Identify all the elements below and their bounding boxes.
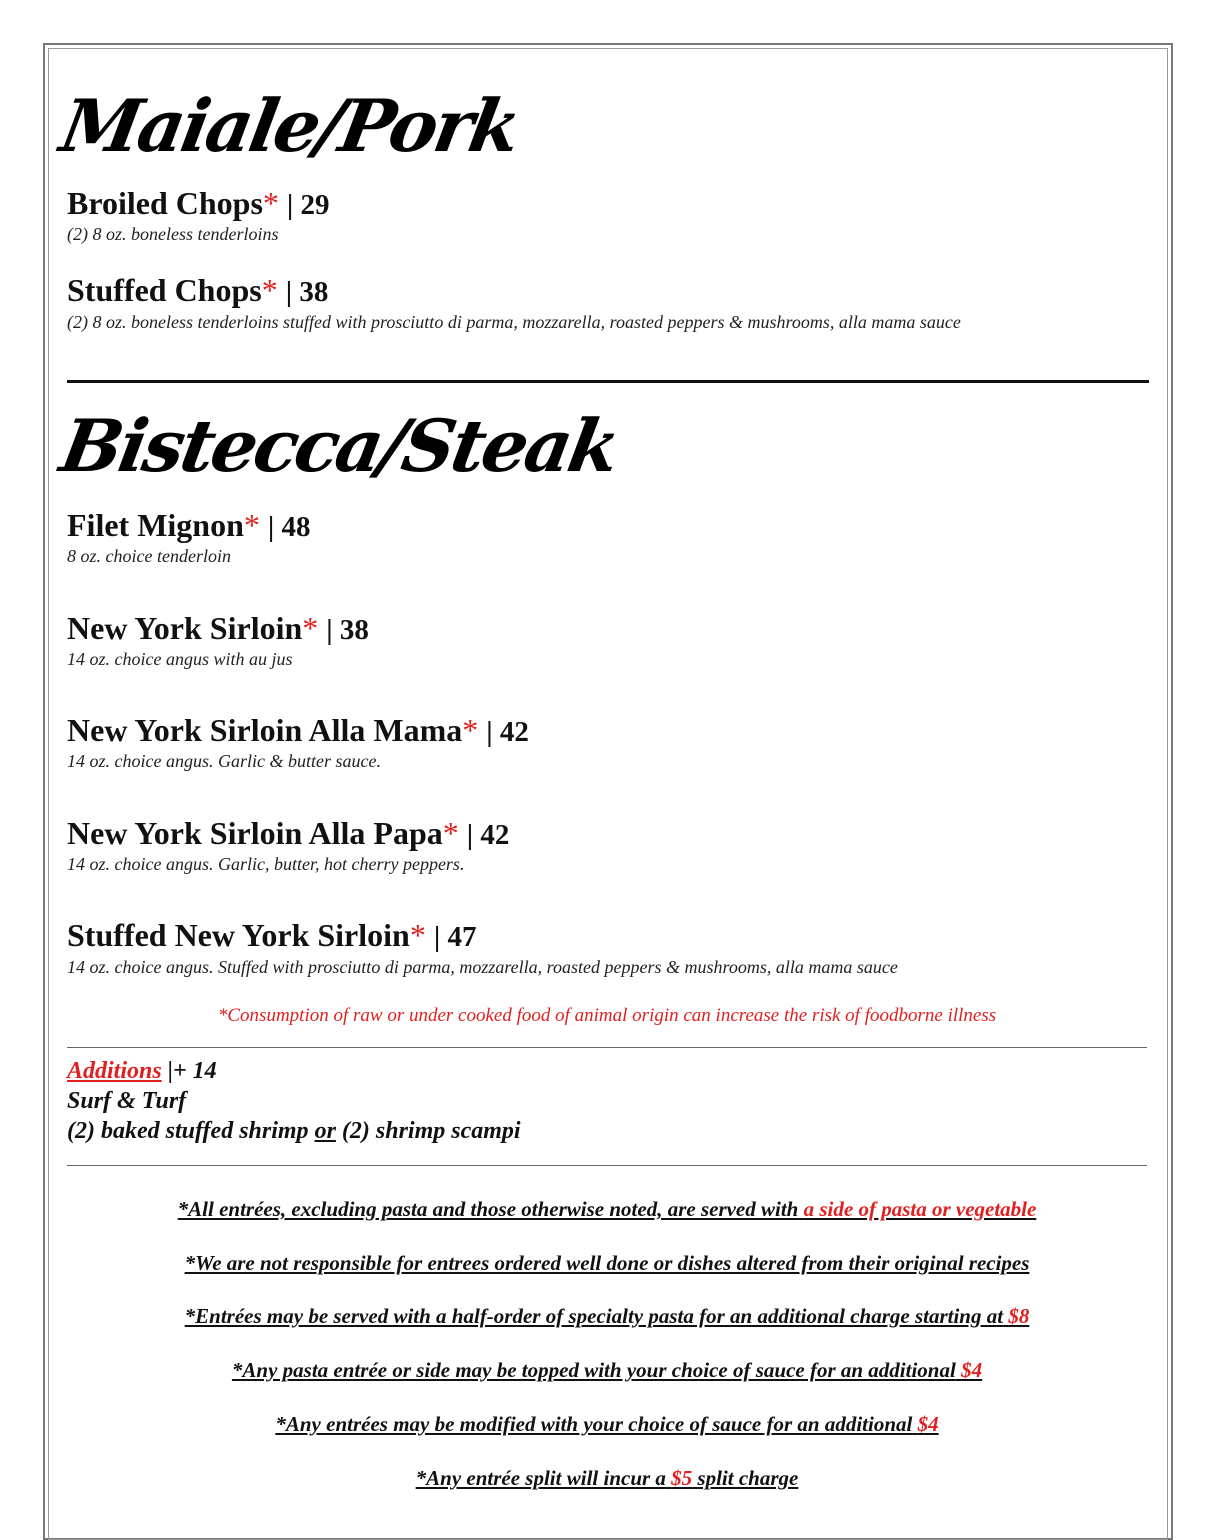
item-name: New York Sirloin Alla Mama: [67, 712, 463, 748]
item-description: 14 oz. choice angus. Garlic & butter sauce.: [67, 751, 381, 771]
note-price: $4: [917, 1412, 939, 1436]
note-well-done: [67, 1253, 1147, 1274]
item-price: | 48: [267, 511, 311, 543]
additions-link[interactable]: Additions: [67, 1058, 162, 1084]
menu-item-sirloin-alla-mama: [67, 714, 529, 747]
note-price: $8: [1008, 1304, 1030, 1328]
additions-header: [67, 1059, 217, 1083]
item-name: Broiled Chops: [67, 185, 263, 221]
note-text: *Any entrée split will incur a: [415, 1466, 666, 1490]
raw-warning-star: *: [302, 610, 319, 646]
additions-options: [67, 1119, 521, 1143]
menu-item-broiled-chops: [67, 187, 330, 220]
item-name: Filet Mignon: [67, 507, 244, 543]
note-split-charge: [67, 1468, 1147, 1489]
note-price: $5: [671, 1466, 693, 1490]
divider: [67, 1165, 1147, 1166]
menu-item-stuffed-chops: [67, 274, 328, 307]
item-description: (2) 8 oz. boneless tenderloins stuffed with prosciutto di parma, mozzarella, roasted peppers & mushrooms, alla mama sauce: [67, 312, 961, 332]
note-half-order-pasta: [67, 1306, 1147, 1327]
note-highlight: a side of pasta or vegetable: [803, 1197, 1037, 1221]
item-name: Stuffed Chops: [67, 272, 262, 308]
note-text: *Entrées may be served with a half-order of specialty pasta for an additional charge starting at: [184, 1304, 1004, 1328]
item-description: 14 oz. choice angus. Garlic, butter, hot cherry peppers.: [67, 854, 465, 874]
option-shrimp-scampi: (2) shrimp scampi: [341, 1118, 521, 1144]
note-text: split charge: [697, 1466, 799, 1490]
note-entree-sauce: [67, 1414, 1147, 1435]
note-text: *We are not responsible for entrees ordered well done or dishes altered from their original recipes: [184, 1251, 1030, 1275]
note-side-dish: [67, 1199, 1147, 1220]
item-name: Stuffed New York Sirloin: [67, 917, 410, 953]
raw-warning-star: *: [442, 815, 459, 851]
item-price: | 38: [285, 276, 329, 308]
item-price: | 38: [326, 614, 369, 646]
note-text: *Any entrées may be modified with your choice of sauce for an additional: [275, 1412, 913, 1436]
menu-item-new-york-sirloin: [67, 612, 369, 645]
raw-food-warning: *Consumption of raw or under cooked food of animal origin can increase the risk of foodborne illness: [217, 1005, 997, 1026]
raw-warning-star: *: [262, 185, 279, 221]
note-pasta-sauce: [67, 1360, 1147, 1381]
raw-warning-star: *: [261, 272, 278, 308]
item-name: New York Sirloin Alla Papa: [67, 815, 443, 851]
raw-warning-star: *: [409, 917, 426, 953]
item-description: 14 oz. choice angus. Stuffed with prosciutto di parma, mozzarella, roasted peppers & mushrooms, alla mama sauce: [67, 957, 898, 977]
menu-item-stuffed-new-york-sirloin: [67, 919, 476, 952]
option-stuffed-shrimp: (2) baked stuffed shrimp: [67, 1118, 309, 1144]
item-description: 14 oz. choice angus with au jus: [67, 649, 293, 669]
item-description: (2) 8 oz. boneless tenderloins: [67, 224, 279, 244]
note-price: $4: [961, 1358, 983, 1382]
section-divider: [67, 380, 1149, 383]
raw-warning-star: *: [462, 712, 479, 748]
note-text: *All entrées, excluding pasta and those otherwise noted, are served with: [177, 1197, 799, 1221]
note-text: *Any pasta entrée or side may be topped with your choice of sauce for an additional: [231, 1358, 956, 1382]
item-name: New York Sirloin: [67, 610, 303, 646]
additions-price: |+ 14: [167, 1058, 217, 1084]
section-title-pork: Maiale/Pork: [54, 83, 525, 168]
additions-surf-turf: Surf & Turf: [67, 1088, 187, 1114]
item-price: | 47: [433, 921, 477, 953]
menu-item-sirloin-alla-papa: [67, 817, 509, 850]
divider: [67, 1047, 1147, 1048]
item-price: | 42: [466, 819, 510, 851]
menu-item-filet-mignon: [67, 509, 311, 542]
section-title-steak: Bistecca/Steak: [54, 403, 624, 488]
item-price: | 42: [486, 716, 529, 748]
item-price: | 29: [286, 189, 330, 221]
raw-warning-star: *: [243, 507, 260, 543]
item-description: 8 oz. choice tenderloin: [67, 546, 231, 566]
option-or: or: [314, 1118, 336, 1144]
